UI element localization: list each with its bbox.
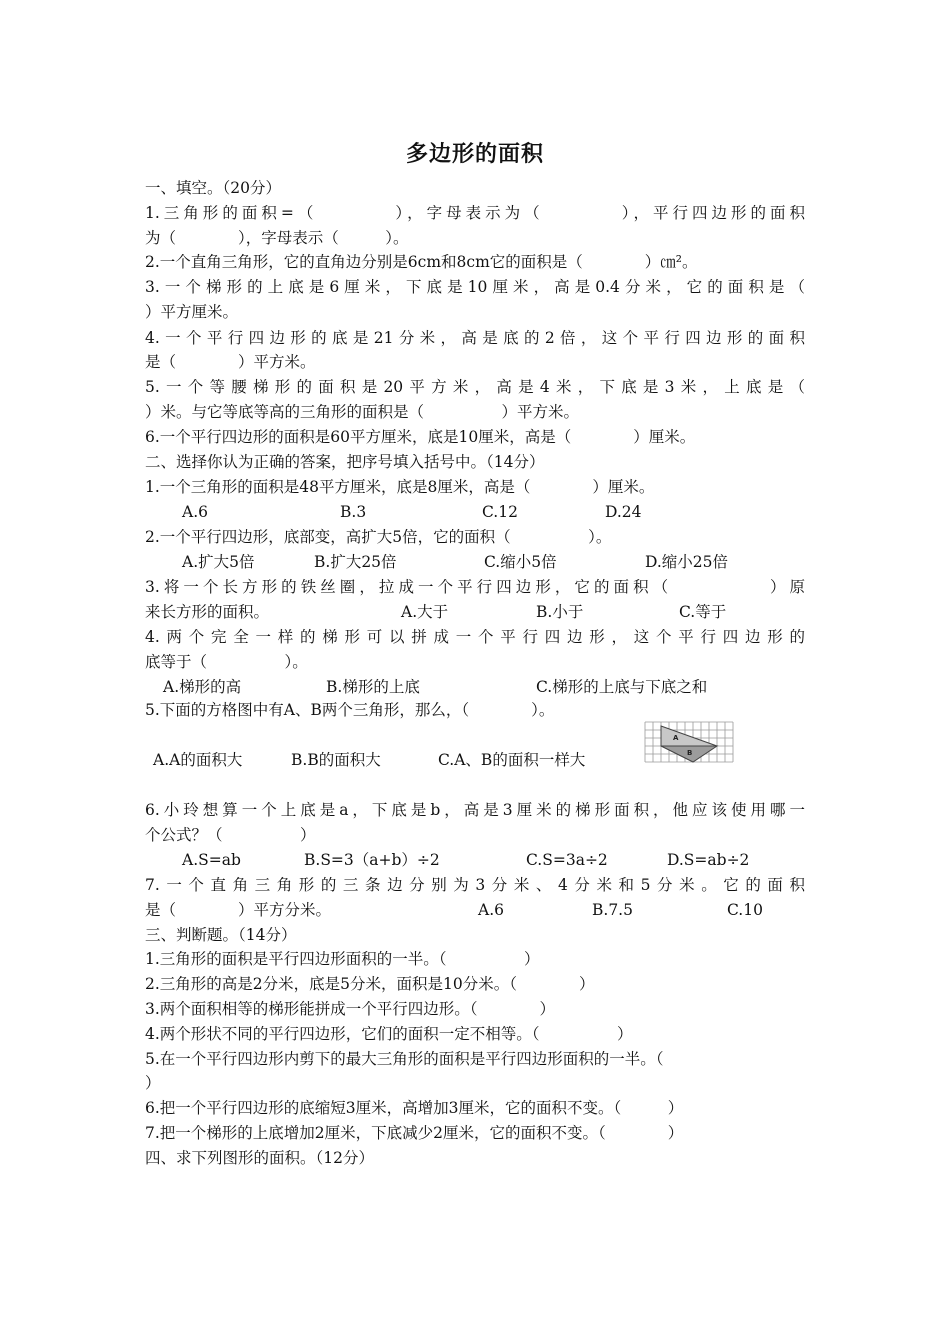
s2-q5-option: C.A、B的面积一样大	[438, 751, 586, 769]
s2-q4-line2: 底等于（ ）。	[145, 653, 308, 671]
s1-q1-line1: 1.三角形的面积=（ ），字母表示为（ ），平行四边形的面积	[145, 204, 805, 222]
s2-q2-option: D.缩小25倍	[645, 553, 729, 571]
s2-q3-option: A.大于	[401, 603, 449, 621]
s2-q2-option: A.扩大5倍	[182, 553, 255, 571]
s2-q7-line2: 是（ ）平方分米。	[145, 901, 332, 919]
s2-q6-line1: 6.小玲想算一个上底是a，下底是b，高是3厘米的梯形面积，他应该使用哪一	[145, 801, 805, 819]
s3-q2: 2.三角形的高是2分米，底是5分米，面积是10分米。（ ）	[145, 975, 595, 993]
s1-q3-line2: ）平方厘米。	[145, 303, 239, 321]
s2-q2-option: C.缩小5倍	[484, 553, 557, 571]
s1-q3-line1: 3.一个梯形的上底是6厘米，下底是10厘米，高是0.4分米，它的面积是（	[145, 278, 805, 296]
s2-q3-option: B.小于	[536, 603, 584, 621]
s2-q1-option: B.3	[340, 503, 367, 521]
s2-q1-option: C.12	[482, 503, 518, 521]
label-a: A	[673, 734, 679, 742]
section-4-heading: 四、求下列图形的面积。（12分）	[145, 1149, 374, 1167]
s2-q4-option: C.梯形的上底与下底之和	[536, 678, 708, 696]
s2-q4-option: B.梯形的上底	[326, 678, 420, 696]
s2-q5-option: B.B的面积大	[291, 751, 381, 769]
s2-q5-option: A.A的面积大	[153, 751, 243, 769]
section-2-heading: 二、选择你认为正确的答案，把序号填入括号中。（14分）	[145, 453, 545, 471]
label-b: B	[687, 749, 693, 757]
grid-triangles-figure	[643, 720, 735, 768]
page-title: 多边形的面积	[405, 142, 544, 167]
s2-q2-option: B.扩大25倍	[314, 553, 397, 571]
s1-q4-line1: 4.一个平行四边形的底是21分米，高是底的2倍，这个平行四边形的面积	[145, 329, 805, 347]
s1-q1-line2: 为（ ），字母表示（ ）。	[145, 229, 409, 247]
s2-q7-option: C.10	[727, 901, 763, 919]
s3-q7: 7.把一个梯形的上底增加2厘米，下底减少2厘米，它的面积不变。（ ）	[145, 1124, 684, 1142]
s1-q5-line1: 5.一个等腰梯形的面积是20平方米，高是4米，下底是3米，上底是（	[145, 378, 805, 396]
s2-q3-option: C.等于	[679, 603, 727, 621]
s3-q4: 4.两个形状不同的平行四边形，它们的面积一定不相等。（ ）	[145, 1025, 633, 1043]
s2-q3-line2: 来长方形的面积。	[145, 603, 270, 621]
section-3-heading: 三、判断题。（14分）	[145, 926, 297, 944]
s2-q1-option: A.6	[182, 503, 208, 521]
s2-q7-line1: 7.一个直角三角形的三条边分别为3分米、4分米和5分米。它的面积	[145, 876, 805, 894]
s2-q4-line1: 4.两个完全一样的梯形可以拼成一个平行四边形，这个平行四边形的	[145, 628, 805, 646]
s2-q3-line1: 3.将一个长方形的铁丝圈，拉成一个平行四边形，它的面积（ ）原	[145, 578, 805, 596]
s3-q5-line1: 5.在一个平行四边形内剪下的最大三角形的面积是平行四边形面积的一半。（	[145, 1050, 664, 1068]
section-1-heading: 一、填空。（20分）	[145, 179, 281, 197]
s2-q6-option: B.S=3（a+b）÷2	[304, 851, 440, 869]
s1-q2: 2.一个直角三角形，它的直角边分别是6cm和8cm它的面积是（ ）㎝²。	[145, 253, 698, 271]
s3-q3: 3.两个面积相等的梯形能拼成一个平行四边形。（ ）	[145, 1000, 556, 1018]
s2-q7-option: B.7.5	[592, 901, 633, 919]
s2-q5: 5.下面的方格图中有A、B两个三角形，那么，（ ）。	[145, 701, 555, 719]
s2-q4-option: A.梯形的高	[163, 678, 242, 696]
s1-q6: 6.一个平行四边形的面积是60平方厘米，底是10厘米，高是（ ）厘米。	[145, 428, 696, 446]
s2-q1-option: D.24	[605, 503, 642, 521]
s3-q1: 1.三角形的面积是平行四边形面积的一半。（ ）	[145, 950, 540, 968]
s2-q2: 2.一个平行四边形，底部变，高扩大5倍，它的面积（ ）。	[145, 528, 612, 546]
s3-q6: 6.把一个平行四边形的底缩短3厘米，高增加3厘米，它的面积不变。（ ）	[145, 1099, 684, 1117]
s1-q4-line2: 是（ ）平方米。	[145, 353, 316, 371]
s3-q5-line2: ）	[145, 1074, 161, 1092]
s2-q6-option: C.S=3a÷2	[526, 851, 608, 869]
s2-q1: 1.一个三角形的面积是48平方厘米，底是8厘米，高是（ ）厘米。	[145, 478, 655, 496]
s2-q6-option: A.S=ab	[182, 851, 241, 869]
s2-q7-option: A.6	[478, 901, 504, 919]
s2-q6-line2: 个公式？（ ）	[145, 826, 316, 844]
s2-q6-option: D.S=ab÷2	[667, 851, 750, 869]
s1-q5-line2: ）米。与它等底等高的三角形的面积是（ ）平方米。	[145, 403, 580, 421]
